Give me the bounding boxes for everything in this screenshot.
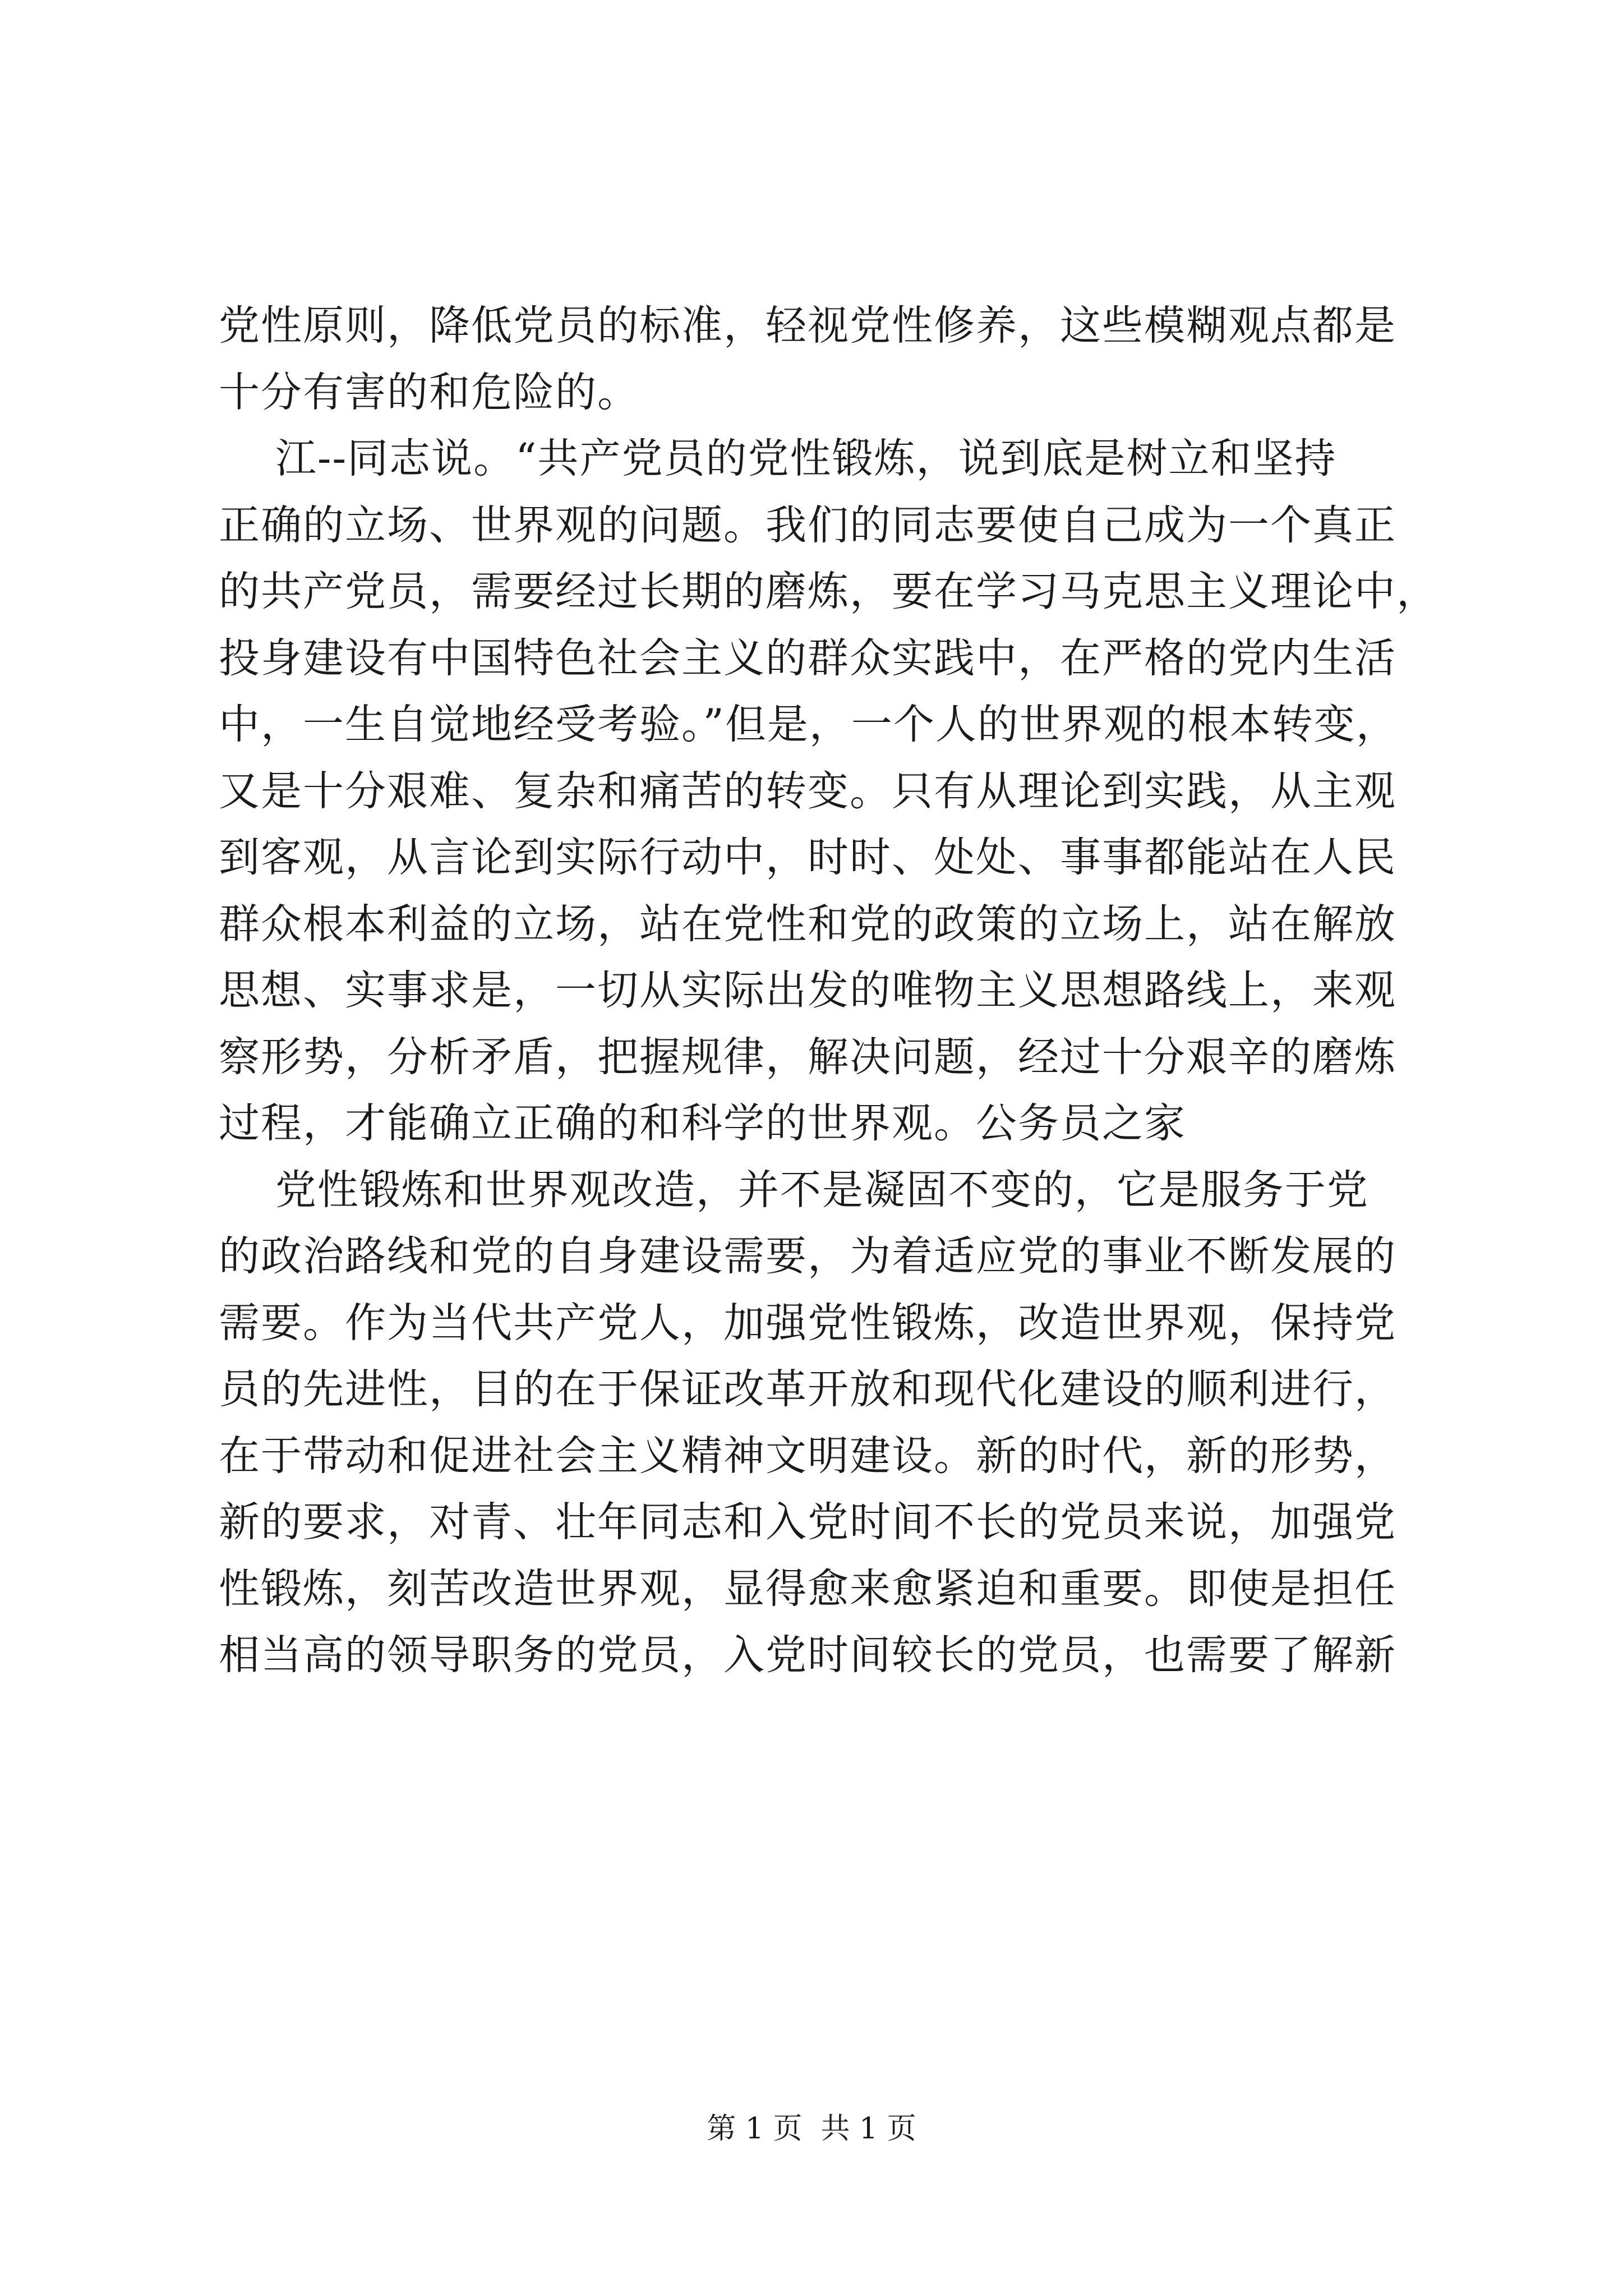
text-line: 思想、实事求是，一切从实际出发的唯物主义思想路线上，来观 [219,967,1396,1014]
text-line: 员的先进性，目的在于保证改革开放和现代化建设的顺利进行， [219,1365,1396,1413]
text-line: 又是十分艰难、复杂和痛苦的转变。只有从理论到实践，从主观 [219,767,1396,815]
text-line: 察形势，分析矛盾，把握规律，解决问题，经过十分艰辛的磨炼 [219,1033,1396,1081]
text-line: 十分有害的和危险的。 [219,368,639,416]
body-text [219,293,1438,1689]
text-line: 党性锻炼和世界观改造，并不是凝固不变的，它是服务于党 [219,1166,1369,1214]
page-footer [0,2105,1623,2147]
page-number-label: 第 1 页 共 1 页 [707,2112,916,2146]
text-line: 性锻炼，刻苦改造世界观，显得愈来愈紧迫和重要。即使是担任 [219,1565,1396,1613]
text-line: 群众根本利益的立场，站在党性和党的政策的立场上，站在解放 [219,900,1396,948]
text-line: 的政治路线和党的自身建设需要，为着适应党的事业不断发展的 [219,1232,1396,1280]
text-line: 的共产党员，需要经过长期的磨炼，要在学习马克思主义理论中， [219,568,1438,615]
text-line: 江--同志说。“共产党员的党性锻炼，说到底是树立和坚持 [219,435,1337,482]
text-line: 投身建设有中国特色社会主义的群众实践中，在严格的党内生活 [219,634,1396,682]
text-line: 过程，才能确立正确的和科学的世界观。公务员之家 [219,1099,1186,1147]
text-line: 在于带动和促进社会主义精神文明建设。新的时代，新的形势， [219,1432,1396,1480]
text-line: 党性原则，降低党员的标准，轻视党性修养，这些模糊观点都是 [219,302,1396,349]
text-line: 需要。作为当代共产党人，加强党性锻炼，改造世界观，保持党 [219,1299,1396,1347]
text-line: 新的要求，对青、壮年同志和入党时间不长的党员来说，加强党 [219,1498,1396,1546]
text-line: 相当高的领导职务的党员，入党时间较长的党员，也需要了解新 [219,1631,1396,1679]
text-line: 到客观，从言论到实际行动中，时时、处处、事事都能站在人民 [219,834,1396,881]
text-line: 中，一生自觉地经受考验。”但是，一个人的世界观的根本转变， [219,701,1398,748]
text-line: 正确的立场、世界观的问题。我们的同志要使自己成为一个真正 [219,501,1396,549]
